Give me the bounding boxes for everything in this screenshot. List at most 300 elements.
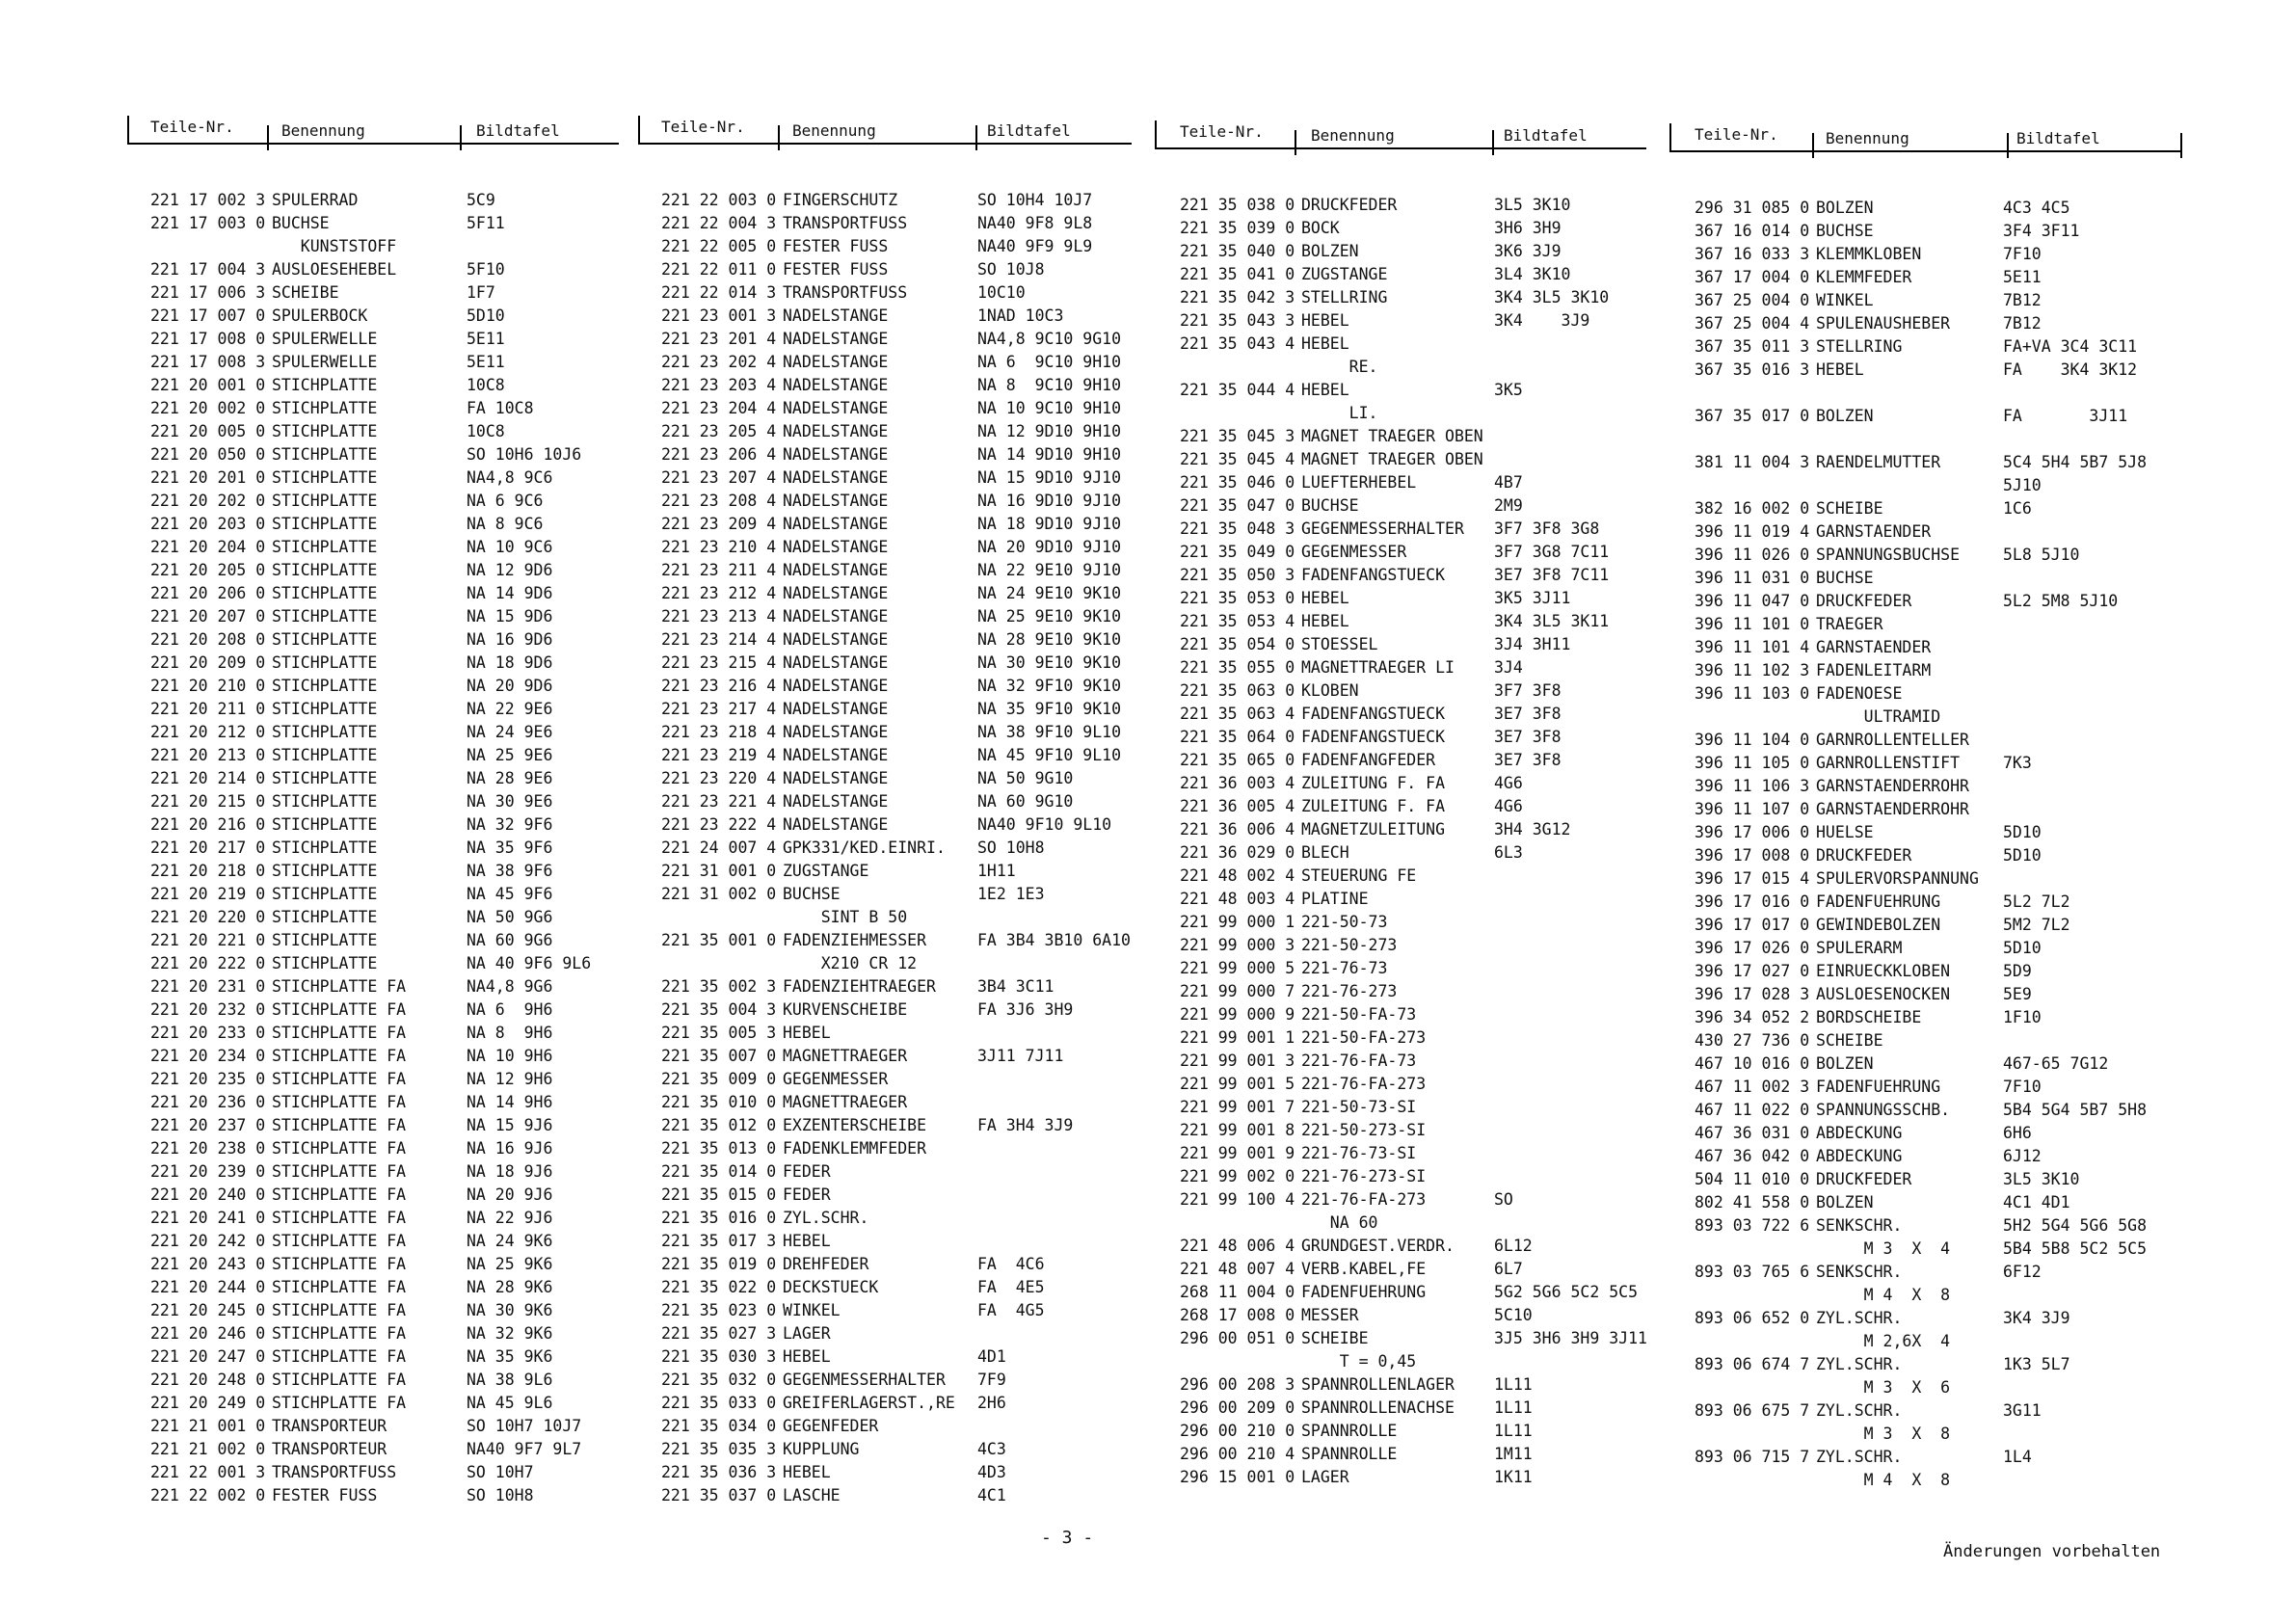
part-name: STICHPLATTE: [272, 700, 378, 718]
table-row: [127, 628, 619, 652]
part-number: 221 35 065 0: [1180, 751, 1295, 769]
part-number: 221 23 202 4: [661, 353, 777, 371]
plate-reference: 6L12: [1494, 1237, 1533, 1255]
table-row: [1155, 656, 1646, 679]
part-name: NADELSTANGE: [783, 538, 889, 556]
table-row: [1669, 867, 2182, 891]
plate-reference: 3E7 3F8: [1494, 751, 1562, 769]
table-row: [127, 605, 619, 628]
part-number: 221 36 003 4: [1180, 774, 1295, 792]
part-number: 221 20 234 0: [150, 1047, 266, 1065]
table-row: [638, 1276, 1132, 1299]
part-number: 221 23 204 4: [661, 399, 777, 417]
header-bildtafel: Bildtafel: [2016, 129, 2100, 147]
table-row: [1155, 425, 1646, 448]
part-name: ZYL.SCHR.: [1816, 1448, 1903, 1466]
plate-reference: 2M9: [1494, 496, 1523, 515]
part-name: STICHPLATTE: [272, 677, 378, 695]
part-number: 221 35 064 0: [1180, 728, 1295, 746]
part-name: HUELSE: [1816, 823, 1874, 841]
table-row: [127, 883, 619, 906]
table-row: [1669, 659, 2182, 682]
part-name: TRANSPORTEUR: [272, 1440, 387, 1458]
part-number: 221 20 231 0: [150, 977, 266, 996]
part-number: 221 35 041 0: [1180, 265, 1295, 283]
table-row: [1669, 1099, 2182, 1122]
table-row: [638, 813, 1132, 837]
part-name: MAGNET TRAEGER OBEN: [1301, 450, 1483, 468]
table-row: [127, 513, 619, 536]
part-number: 268 17 008 0: [1180, 1306, 1295, 1324]
part-name: FEDER: [783, 1162, 831, 1181]
plate-reference: 5D10: [2003, 939, 2042, 957]
table-row: [127, 351, 619, 374]
table-row: [127, 860, 619, 883]
table-row: [127, 258, 619, 281]
header-divider: [638, 116, 640, 143]
part-name: HEBEL: [783, 1232, 831, 1250]
table-row: [638, 1022, 1132, 1045]
table-row: [1155, 772, 1646, 795]
plate-reference: NA 25 9K6: [467, 1255, 553, 1273]
part-number: 221 35 030 3: [661, 1347, 777, 1366]
part-name: STICHPLATTE: [272, 769, 378, 787]
part-number: 367 25 004 0: [1695, 291, 1810, 309]
table-row: [638, 559, 1132, 582]
part-name: FADENFUEHRUNG: [1816, 1078, 1941, 1096]
part-name: NADELSTANGE: [783, 723, 889, 741]
part-name: BUCHSE: [272, 214, 330, 232]
table-row: [1155, 356, 1646, 379]
part-number: 221 35 046 0: [1180, 473, 1295, 492]
part-name: NADELSTANGE: [783, 353, 889, 371]
part-name: AUSLOESEHEBEL: [272, 260, 397, 279]
part-name: STICHPLATTE FA: [272, 1185, 407, 1204]
part-name: STELLRING: [1816, 337, 1903, 356]
plate-reference: 3K4 3J9: [2003, 1309, 2070, 1327]
table-row: [1155, 333, 1646, 356]
part-name: SPANNUNGSBUCHSE: [1816, 546, 1961, 564]
part-name: SENKSCHR.: [1816, 1263, 1903, 1281]
table-row: [638, 1392, 1132, 1415]
part-number: 221 99 000 9: [1180, 1005, 1295, 1024]
part-name: SPULERWELLE: [272, 330, 378, 348]
part-number: 396 17 015 4: [1695, 869, 1810, 888]
part-name: LAGER: [783, 1324, 831, 1343]
part-number: 221 20 215 0: [150, 792, 266, 811]
part-number: 221 23 222 4: [661, 815, 777, 834]
part-name: BORDSCHEIBE: [1816, 1008, 1922, 1026]
part-name: DREHFEDER: [783, 1255, 869, 1273]
part-name: BUCHSE: [783, 885, 841, 903]
plate-reference: NA 30 9K6: [467, 1301, 553, 1319]
table-row: [1155, 494, 1646, 518]
plate-reference: 4C3 4C5: [2003, 199, 2070, 217]
plate-reference: 3G11: [2003, 1401, 2042, 1420]
part-name: SCHEIBE: [1816, 1031, 1883, 1050]
table-row: [127, 767, 619, 790]
part-number: 221 35 038 0: [1180, 196, 1295, 214]
table-row: [127, 582, 619, 605]
part-name: STICHPLATTE: [272, 839, 378, 857]
plate-reference: 7B12: [2003, 291, 2042, 309]
table-row: [1155, 934, 1646, 957]
part-name: GARNSTAENDER: [1816, 638, 1932, 656]
table-row: [127, 675, 619, 698]
plate-reference: 3L5 3K10: [2003, 1170, 2080, 1188]
part-number: 221 20 244 0: [150, 1278, 266, 1296]
column-header: [638, 114, 1132, 145]
part-number: 221 35 010 0: [661, 1093, 777, 1111]
table-row: [1669, 1330, 2182, 1353]
plate-reference: 5J10: [2003, 476, 2042, 494]
part-name: NADELSTANGE: [783, 700, 889, 718]
plate-reference: 5L8 5J10: [2003, 546, 2080, 564]
plate-reference: NA 60 9G6: [467, 931, 553, 949]
table-row: [127, 1369, 619, 1392]
table-row: [127, 1022, 619, 1045]
table-row: [1155, 1258, 1646, 1281]
table-row: [1669, 567, 2182, 590]
part-name: STICHPLATTE FA: [272, 1394, 407, 1412]
plate-reference: 10C8: [467, 422, 505, 440]
part-number: 221 23 219 4: [661, 746, 777, 764]
part-number: 467 11 022 0: [1695, 1101, 1810, 1119]
header-bildtafel: Bildtafel: [987, 121, 1071, 140]
table-row: [127, 1207, 619, 1230]
footnote: Änderungen vorbehalten: [1943, 1542, 2161, 1561]
part-name: BUCHSE: [1816, 222, 1874, 240]
table-row: [1669, 243, 2182, 266]
table-row: [1669, 382, 2182, 405]
plate-reference: 5E11: [2003, 268, 2042, 286]
table-row: [1669, 312, 2182, 335]
table-row: [1669, 474, 2182, 497]
part-name: STICHPLATTE: [272, 538, 378, 556]
table-row: [1155, 1119, 1646, 1142]
part-name: SPULENAUSHEBER: [1816, 314, 1951, 333]
table-row: [127, 1114, 619, 1137]
part-name: ULTRAMID: [1816, 707, 1941, 726]
part-number: 221 35 045 4: [1180, 450, 1295, 468]
plate-reference: 3F7 3G8 7C11: [1494, 543, 1610, 561]
part-number: 221 36 029 0: [1180, 843, 1295, 862]
table-row: [1155, 1050, 1646, 1073]
part-name: WINKEL: [1816, 291, 1874, 309]
part-number: 893 06 652 0: [1695, 1309, 1810, 1327]
plate-reference: 3L4 3K10: [1494, 265, 1571, 283]
plate-reference: 5M2 7L2: [2003, 916, 2070, 934]
table-row: [638, 1068, 1132, 1091]
part-name: MAGNETTRAEGER: [783, 1093, 908, 1111]
part-name: GPK331/KED.EINRI.: [783, 839, 946, 857]
header-divider: [1295, 130, 1296, 155]
part-name: ABDECKUNG: [1816, 1124, 1903, 1142]
part-number: 221 35 047 0: [1180, 496, 1295, 515]
part-name: STICHPLATTE FA: [272, 1324, 407, 1343]
column-header: [127, 114, 619, 145]
part-number: 221 23 203 4: [661, 376, 777, 394]
part-name: ZYL.SCHR.: [1816, 1401, 1903, 1420]
table-row: [1669, 451, 2182, 474]
plate-reference: NA 28 9E10 9K10: [977, 630, 1122, 649]
plate-reference: 6L3: [1494, 843, 1523, 862]
part-name: KLOBEN: [1301, 681, 1359, 700]
table-row: [638, 235, 1132, 258]
plate-reference: 1C6: [2003, 499, 2032, 518]
table-row: [638, 1369, 1132, 1392]
plate-reference: 1H11: [977, 862, 1016, 880]
plate-reference: 4B7: [1494, 473, 1523, 492]
part-number: 221 23 208 4: [661, 492, 777, 510]
part-name: FESTER FUSS: [783, 260, 889, 279]
part-number: 221 21 001 0: [150, 1417, 266, 1435]
part-number: 367 35 016 3: [1695, 360, 1810, 379]
plate-reference: SO 10H7: [467, 1463, 534, 1481]
table-row: [127, 998, 619, 1022]
part-name: STICHPLATTE: [272, 584, 378, 602]
part-number: 221 20 005 0: [150, 422, 266, 440]
plate-reference: 3J4 3H11: [1494, 635, 1571, 653]
part-number: 221 22 011 0: [661, 260, 777, 279]
part-name: STICHPLATTE FA: [272, 1000, 407, 1019]
plate-reference: NA 20 9D6: [467, 677, 553, 695]
part-name: STICHPLATTE: [272, 399, 378, 417]
part-number: 221 36 006 4: [1180, 820, 1295, 839]
part-name: 221-50-273: [1301, 936, 1398, 954]
table-row: [127, 490, 619, 513]
table-row: [1155, 980, 1646, 1003]
plate-reference: NA 18 9D6: [467, 653, 553, 672]
part-name: FADENFUEHRUNG: [1816, 892, 1941, 911]
part-number: 221 23 205 4: [661, 422, 777, 440]
part-number: 221 23 209 4: [661, 515, 777, 533]
table-row: [1155, 448, 1646, 471]
plate-reference: 4C1 4D1: [2003, 1193, 2070, 1211]
part-name: NADELSTANGE: [783, 445, 889, 464]
part-number: 367 16 033 3: [1695, 245, 1810, 263]
part-number: 221 20 207 0: [150, 607, 266, 626]
part-number: 221 35 027 3: [661, 1324, 777, 1343]
plate-reference: 10C8: [467, 376, 505, 394]
part-number: 221 35 034 0: [661, 1417, 777, 1435]
part-number: 221 99 001 9: [1180, 1144, 1295, 1162]
plate-reference: FA 4C6: [977, 1255, 1045, 1273]
part-number: 221 23 201 4: [661, 330, 777, 348]
page-number: - 3 -: [1041, 1528, 1094, 1548]
table-row: [638, 1207, 1132, 1230]
part-name: NADELSTANGE: [783, 468, 889, 487]
part-name: DECKSTUECK: [783, 1278, 879, 1296]
plate-reference: NA4,8 9C10 9G10: [977, 330, 1122, 348]
part-number: 221 22 003 0: [661, 191, 777, 209]
header-divider: [778, 125, 780, 150]
part-name: HEBEL: [1301, 311, 1349, 330]
part-number: 221 35 043 4: [1180, 334, 1295, 353]
part-name: GEGENMESSERHALTER: [1301, 519, 1464, 538]
plate-reference: 5D10: [2003, 846, 2042, 865]
part-name: KURVENSCHEIBE: [783, 1000, 908, 1019]
part-name: NADELSTANGE: [783, 422, 889, 440]
table-row: [1155, 749, 1646, 772]
table-row: [1155, 1397, 1646, 1420]
table-row: [1669, 613, 2182, 636]
part-number: 893 06 674 7: [1695, 1355, 1810, 1373]
table-row: [1155, 957, 1646, 980]
plate-reference: NA 22 9E10 9J10: [977, 561, 1122, 579]
table-row: [1155, 564, 1646, 587]
plate-reference: FA 4G5: [977, 1301, 1045, 1319]
table-row: [1669, 1076, 2182, 1099]
part-name: DRUCKFEDER: [1301, 196, 1398, 214]
plate-reference: NA 8 9H6: [467, 1024, 553, 1042]
part-number: 221 20 210 0: [150, 677, 266, 695]
header-teile-nr: Teile-Nr.: [150, 118, 234, 136]
plate-reference: NA 8 9C10 9H10: [977, 376, 1122, 394]
plate-reference: 3J5 3H6 3H9 3J11: [1494, 1329, 1647, 1347]
table-row: [1669, 1446, 2182, 1469]
table-row: [127, 559, 619, 582]
part-number: 221 20 235 0: [150, 1070, 266, 1088]
part-number: 221 48 007 4: [1180, 1260, 1295, 1278]
table-row: [638, 1045, 1132, 1068]
plate-reference: 6F12: [2003, 1263, 2042, 1281]
part-name: FADENKLEMMFEDER: [783, 1139, 927, 1158]
part-number: 221 20 202 0: [150, 492, 266, 510]
plate-reference: FA 10C8: [467, 399, 534, 417]
table-row: [1669, 1214, 2182, 1238]
table-row: [1155, 818, 1646, 841]
part-number: 221 99 001 7: [1180, 1098, 1295, 1116]
part-number: 221 20 246 0: [150, 1324, 266, 1343]
part-name: M 4 X 8: [1816, 1286, 1951, 1304]
part-number: 221 20 220 0: [150, 908, 266, 926]
table-row: [127, 1137, 619, 1160]
plate-reference: NA 15 9D6: [467, 607, 553, 626]
table-row: [1155, 726, 1646, 749]
plate-reference: SO 10H6 10J6: [467, 445, 582, 464]
part-name: LUEFTERHEBEL: [1301, 473, 1417, 492]
table-row: [1155, 1304, 1646, 1327]
table-row: [1669, 544, 2182, 567]
part-number: 221 99 001 5: [1180, 1075, 1295, 1093]
part-name: STICHPLATTE: [272, 376, 378, 394]
part-name: NADELSTANGE: [783, 399, 889, 417]
part-number: 221 20 205 0: [150, 561, 266, 579]
plate-reference: NA 38 9F6: [467, 862, 553, 880]
part-number: 221 35 012 0: [661, 1116, 777, 1134]
plate-reference: NA 32 9K6: [467, 1324, 553, 1343]
table-row: [1669, 844, 2182, 867]
part-name: 221-50-73-SI: [1301, 1098, 1417, 1116]
table-row: [127, 1276, 619, 1299]
part-number: 296 00 209 0: [1180, 1398, 1295, 1417]
part-number: 221 35 022 0: [661, 1278, 777, 1296]
part-name: NADELSTANGE: [783, 330, 889, 348]
table-row: [127, 305, 619, 328]
table-row: [638, 883, 1132, 906]
table-row: [1669, 983, 2182, 1006]
part-name: M 2,6X 4: [1816, 1332, 1951, 1350]
part-name: FADENLEITARM: [1816, 661, 1932, 679]
part-name: NADELSTANGE: [783, 515, 889, 533]
plate-reference: SO 10H8: [977, 839, 1045, 857]
part-number: 221 35 043 3: [1180, 311, 1295, 330]
part-number: 221 31 001 0: [661, 862, 777, 880]
part-number: 221 22 001 3: [150, 1463, 266, 1481]
part-number: 221 35 013 0: [661, 1139, 777, 1158]
part-name: SPANNROLLENLAGER: [1301, 1375, 1455, 1394]
plate-reference: 4D1: [977, 1347, 1006, 1366]
plate-reference: 4C1: [977, 1486, 1006, 1504]
plate-reference: NA 50 9G6: [467, 908, 553, 926]
part-number: 296 31 085 0: [1695, 199, 1810, 217]
table-row: [638, 837, 1132, 860]
table-row: [1155, 633, 1646, 656]
plate-reference: NA 45 9F6: [467, 885, 553, 903]
table-row: [1669, 497, 2182, 520]
plate-reference: NA 12 9D10 9H10: [977, 422, 1122, 440]
plate-reference: NA 18 9D10 9J10: [977, 515, 1122, 533]
table-row: [1155, 194, 1646, 217]
plate-reference: 5E11: [467, 330, 505, 348]
plate-reference: NA 50 9G10: [977, 769, 1074, 787]
part-number: 221 17 002 3: [150, 191, 266, 209]
part-name: M 4 X 8: [1816, 1471, 1951, 1489]
part-number: 396 34 052 2: [1695, 1008, 1810, 1026]
table-row: [127, 652, 619, 675]
part-number: 221 20 206 0: [150, 584, 266, 602]
part-number: 221 20 249 0: [150, 1394, 266, 1412]
part-number: 221 35 032 0: [661, 1371, 777, 1389]
table-row: [127, 698, 619, 721]
plate-reference: 3J4: [1494, 658, 1523, 677]
part-name: RAENDELMUTTER: [1816, 453, 1941, 471]
part-number: 221 23 207 4: [661, 468, 777, 487]
part-name: LAGER: [1301, 1468, 1349, 1486]
table-row: [1669, 1006, 2182, 1029]
part-number: 221 35 049 0: [1180, 543, 1295, 561]
part-number: 221 20 214 0: [150, 769, 266, 787]
plate-reference: NA40 9F9 9L9: [977, 237, 1093, 255]
table-row: [1155, 471, 1646, 494]
part-name: GARNROLLENSTIFT: [1816, 754, 1961, 772]
part-name: STICHPLATTE FA: [272, 1116, 407, 1134]
part-number: 221 35 033 0: [661, 1394, 777, 1412]
part-name: 221-76-73: [1301, 959, 1388, 977]
plate-reference: NA 25 9E6: [467, 746, 553, 764]
part-number: 221 23 213 4: [661, 607, 777, 626]
plate-reference: NA 24 9E6: [467, 723, 553, 741]
part-name: STICHPLATTE FA: [272, 1347, 407, 1366]
plate-reference: 3K6 3J9: [1494, 242, 1562, 260]
table-row: [1669, 1168, 2182, 1191]
header-divider: [460, 125, 462, 150]
table-row: [127, 328, 619, 351]
part-number: 221 35 040 0: [1180, 242, 1295, 260]
plate-reference: NA 30 9E6: [467, 792, 553, 811]
part-number: 221 36 005 4: [1180, 797, 1295, 815]
plate-reference: 6H6: [2003, 1124, 2032, 1142]
plate-reference: 3F7 3F8 3G8: [1494, 519, 1600, 538]
table-row: [1669, 1399, 2182, 1423]
part-name: STICHPLATTE: [272, 931, 378, 949]
plate-reference: NA 12 9D6: [467, 561, 553, 579]
part-name: GEWINDEBOLZEN: [1816, 916, 1941, 934]
table-row: [638, 998, 1132, 1022]
table-row: [638, 860, 1132, 883]
part-name: NADELSTANGE: [783, 607, 889, 626]
